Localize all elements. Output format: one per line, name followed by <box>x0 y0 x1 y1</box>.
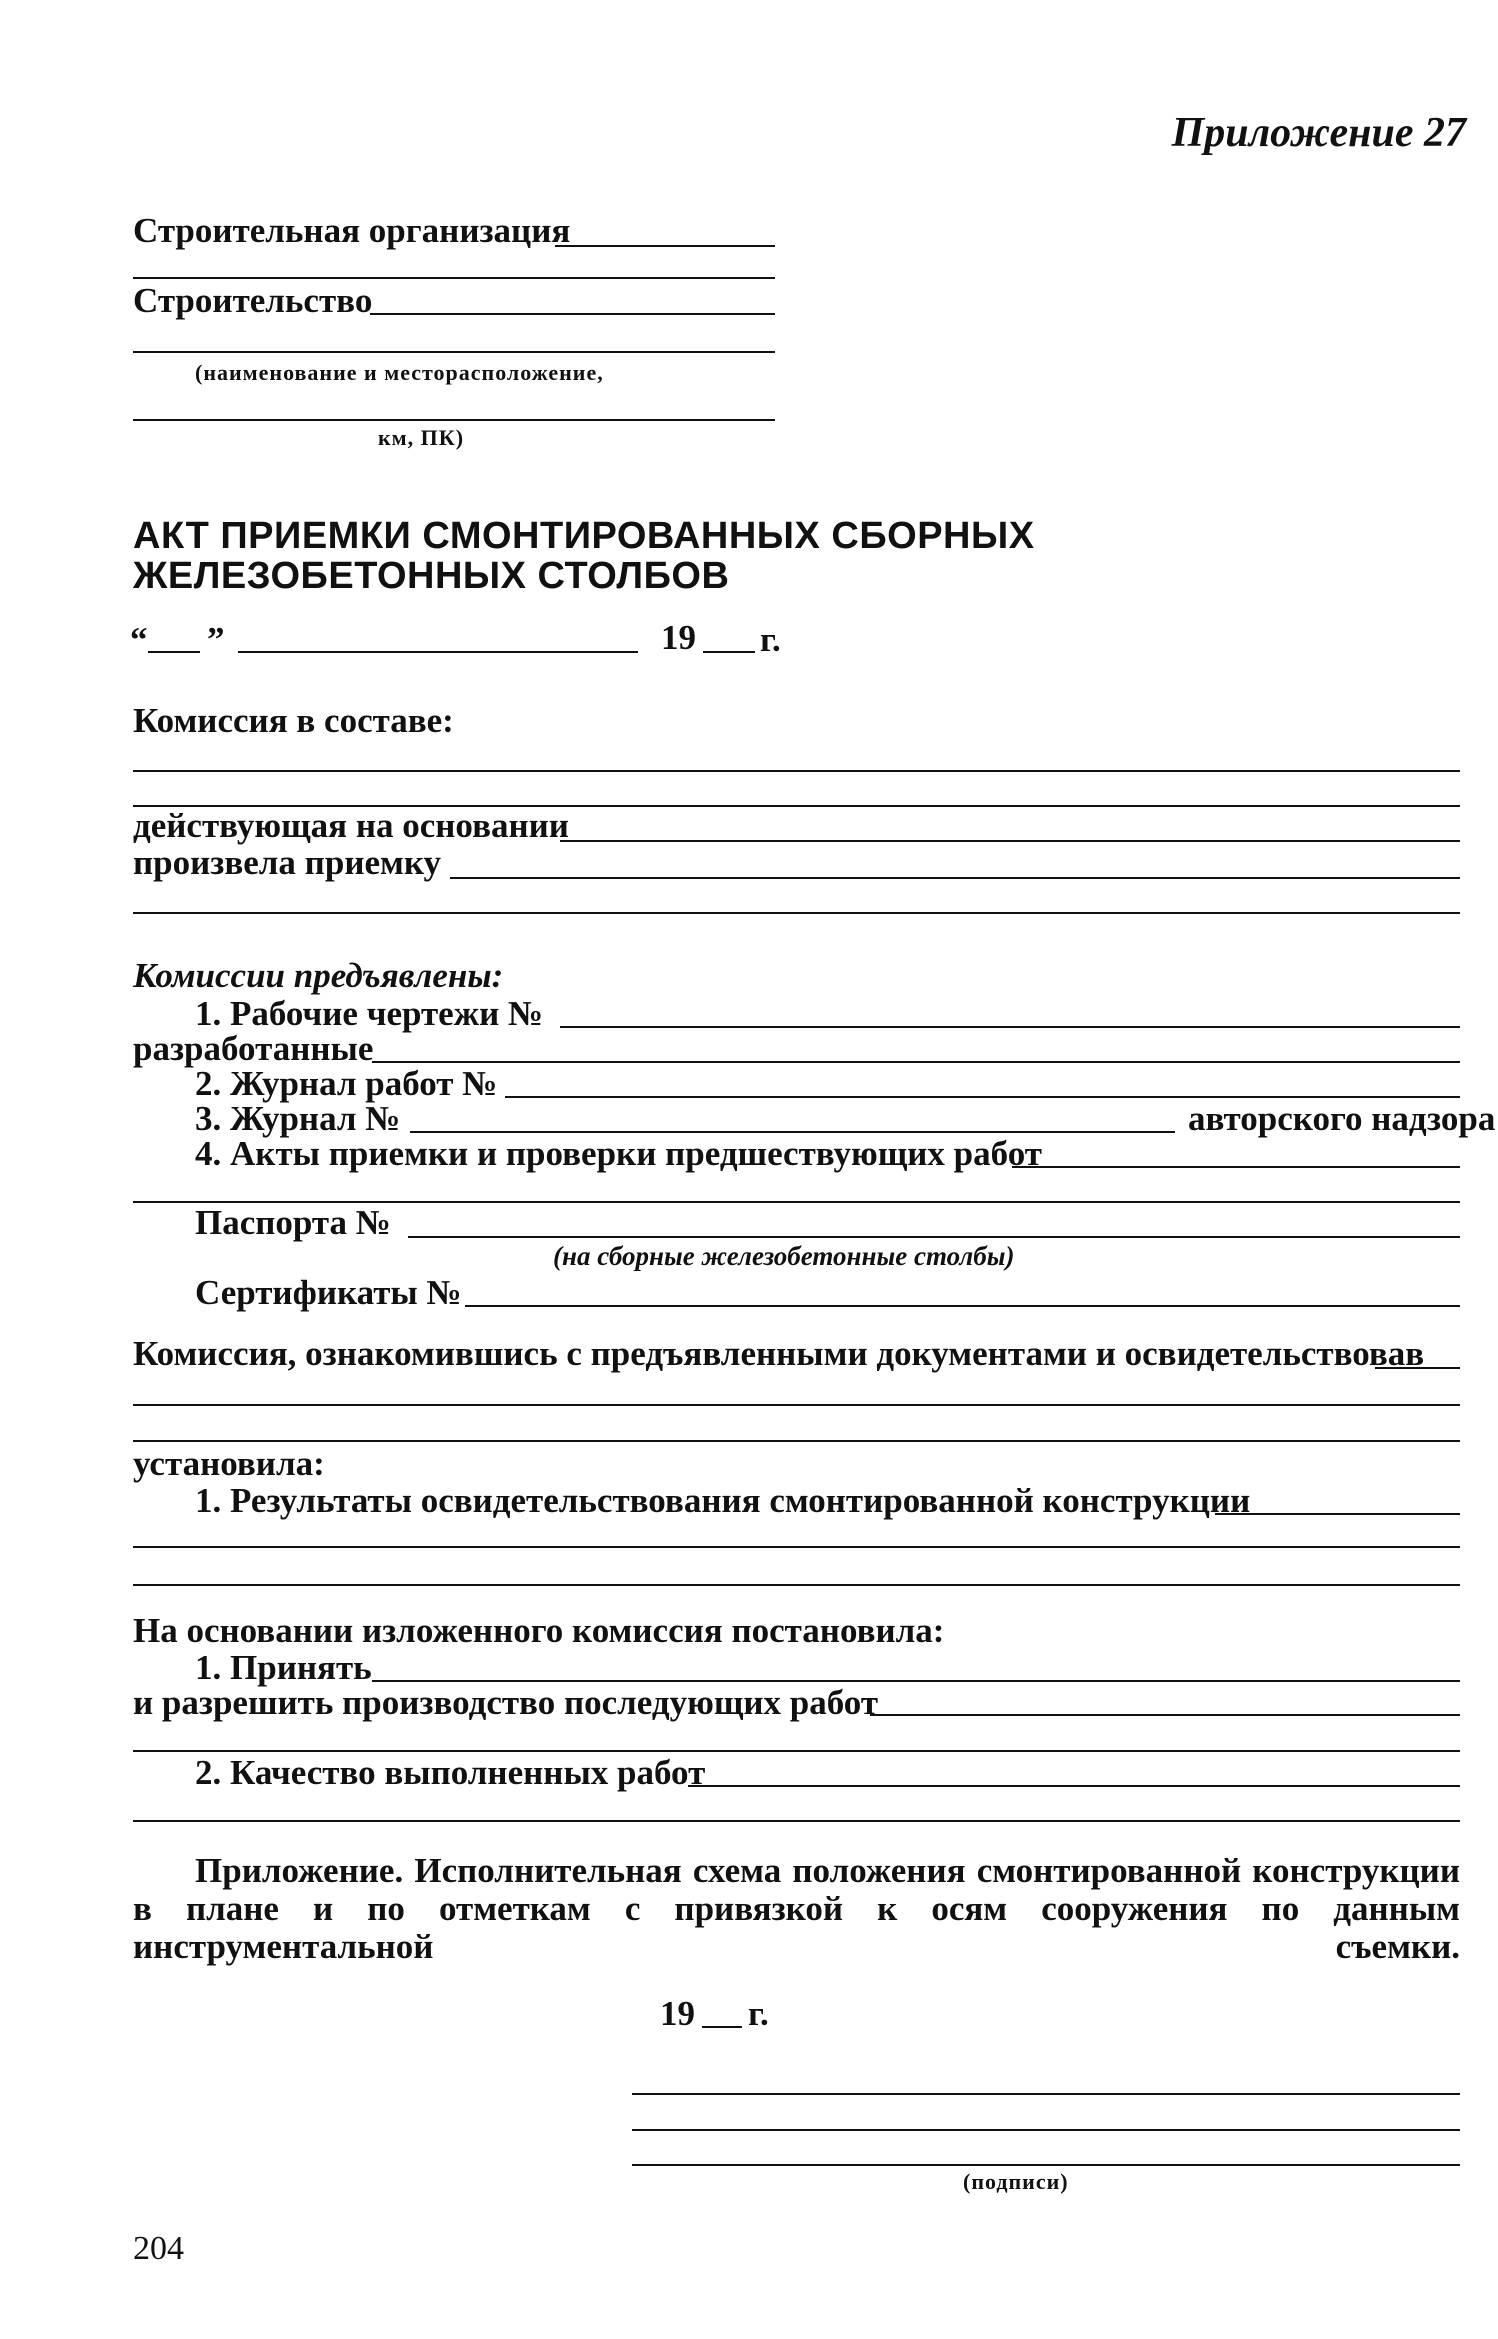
signature-line-3[interactable] <box>632 2164 1460 2166</box>
review-field-line-2[interactable] <box>133 1404 1460 1406</box>
passports-caption: (на сборные железобетонные столбы) <box>553 1241 1015 1271</box>
accepted-field-line-2[interactable] <box>133 912 1460 914</box>
date-open-quote: “ <box>130 620 148 659</box>
org-label: Строительная организация <box>133 211 571 250</box>
result1-field-line-3[interactable] <box>133 1584 1460 1586</box>
review-field[interactable] <box>1375 1367 1460 1369</box>
accept-field[interactable] <box>372 1680 1460 1682</box>
allow-next-works-field-line-2[interactable] <box>133 1750 1460 1752</box>
allow-next-works-field[interactable] <box>870 1714 1460 1716</box>
page-number: 204 <box>133 2230 184 2267</box>
signature-line-2[interactable] <box>632 2129 1460 2131</box>
construction-label: Строительство <box>133 281 373 320</box>
quality-field-line-2[interactable] <box>133 1820 1460 1822</box>
allow-next-works-label: и разрешить производство последующих работ <box>133 1683 879 1722</box>
item1-drawings-label: 1. Рабочие чертежи № <box>195 994 544 1033</box>
presented-heading: Комиссии предъявлены: <box>133 956 504 995</box>
date-month-field[interactable] <box>238 651 638 653</box>
commission-line-1[interactable] <box>133 770 1460 772</box>
appendix-label: Приложение 27 <box>1171 110 1466 156</box>
construction-field-line-2[interactable] <box>133 351 775 353</box>
decision-heading: На основании изложенного комиссия постановила: <box>133 1611 945 1650</box>
passports-label: Паспорта № <box>195 1203 391 1242</box>
org-field-line-2[interactable] <box>133 277 775 279</box>
signature-year-prefix: 19 <box>660 1994 695 2033</box>
construction-field-line-3[interactable] <box>133 419 775 421</box>
appendix-note: Приложение. Исполнительная схема положения смонтированной конструкции в плане и по отметкам с привязкой к осям сооружения по данным инструментальной съемки. <box>133 1851 1460 1966</box>
item2-journal-label: 2. Журнал работ № <box>195 1064 498 1103</box>
signatures-caption: (подписи) <box>963 2169 1069 2194</box>
date-year-prefix: 19 <box>661 618 696 657</box>
item3-supervision-label: авторского надзора <box>1188 1099 1496 1138</box>
accepted-label: произвела приемку <box>133 843 442 882</box>
signature-year-suffix: г. <box>748 1994 769 2033</box>
item3-journal-label: 3. Журнал № <box>195 1099 401 1138</box>
accepted-field[interactable] <box>450 877 1460 879</box>
org-field[interactable] <box>555 245 775 247</box>
result1-field[interactable] <box>1215 1513 1460 1515</box>
developed-label: разработанные <box>133 1029 374 1068</box>
signature-year-field[interactable] <box>702 2026 742 2028</box>
result1-field-line-2[interactable] <box>133 1546 1460 1548</box>
item4-acts-label: 4. Акты приемки и проверки предшествующих работ <box>195 1134 1042 1173</box>
established-label: установила: <box>133 1444 325 1483</box>
date-close-quote: ” <box>207 620 225 659</box>
acting-basis-label: действующая на основании <box>133 806 569 845</box>
date-year-suffix: г. <box>760 620 781 659</box>
developed-field[interactable] <box>372 1061 1460 1063</box>
date-day-field[interactable] <box>148 651 200 653</box>
item3-journal-field[interactable] <box>410 1131 1175 1133</box>
date-year-field[interactable] <box>703 651 755 653</box>
review-text: Комиссия, ознакомившись с предъявленными документами и освидетельствовав <box>133 1334 1425 1373</box>
commission-composition-label: Комиссия в составе: <box>133 701 454 740</box>
caption-km-pk: км, ПК) <box>378 425 465 450</box>
certificates-field[interactable] <box>465 1305 1460 1307</box>
passports-field[interactable] <box>408 1236 1460 1238</box>
result1-label: 1. Результаты освидетельствования смонтированной конструкции <box>195 1481 1251 1520</box>
construction-field[interactable] <box>370 313 775 315</box>
acting-basis-field[interactable] <box>560 840 1460 842</box>
item1-drawings-field[interactable] <box>560 1026 1460 1028</box>
act-title: АКТ ПРИЕМКИ СМОНТИРОВАННЫХ СБОРНЫХ ЖЕЛЕЗОБЕТОННЫХ СТОЛБОВ <box>133 515 1035 597</box>
signature-line-1[interactable] <box>632 2093 1460 2095</box>
item4-acts-field[interactable] <box>1012 1166 1460 1168</box>
certificates-label: Сертификаты № <box>195 1273 462 1312</box>
review-field-line-3[interactable] <box>133 1440 1460 1442</box>
item2-journal-field[interactable] <box>505 1096 1460 1098</box>
accept-label: 1. Принять <box>195 1648 372 1687</box>
quality-field[interactable] <box>688 1785 1460 1787</box>
caption-name-location: (наименование и месторасположение, <box>195 360 604 385</box>
quality-label: 2. Качество выполненных работ <box>195 1753 706 1792</box>
